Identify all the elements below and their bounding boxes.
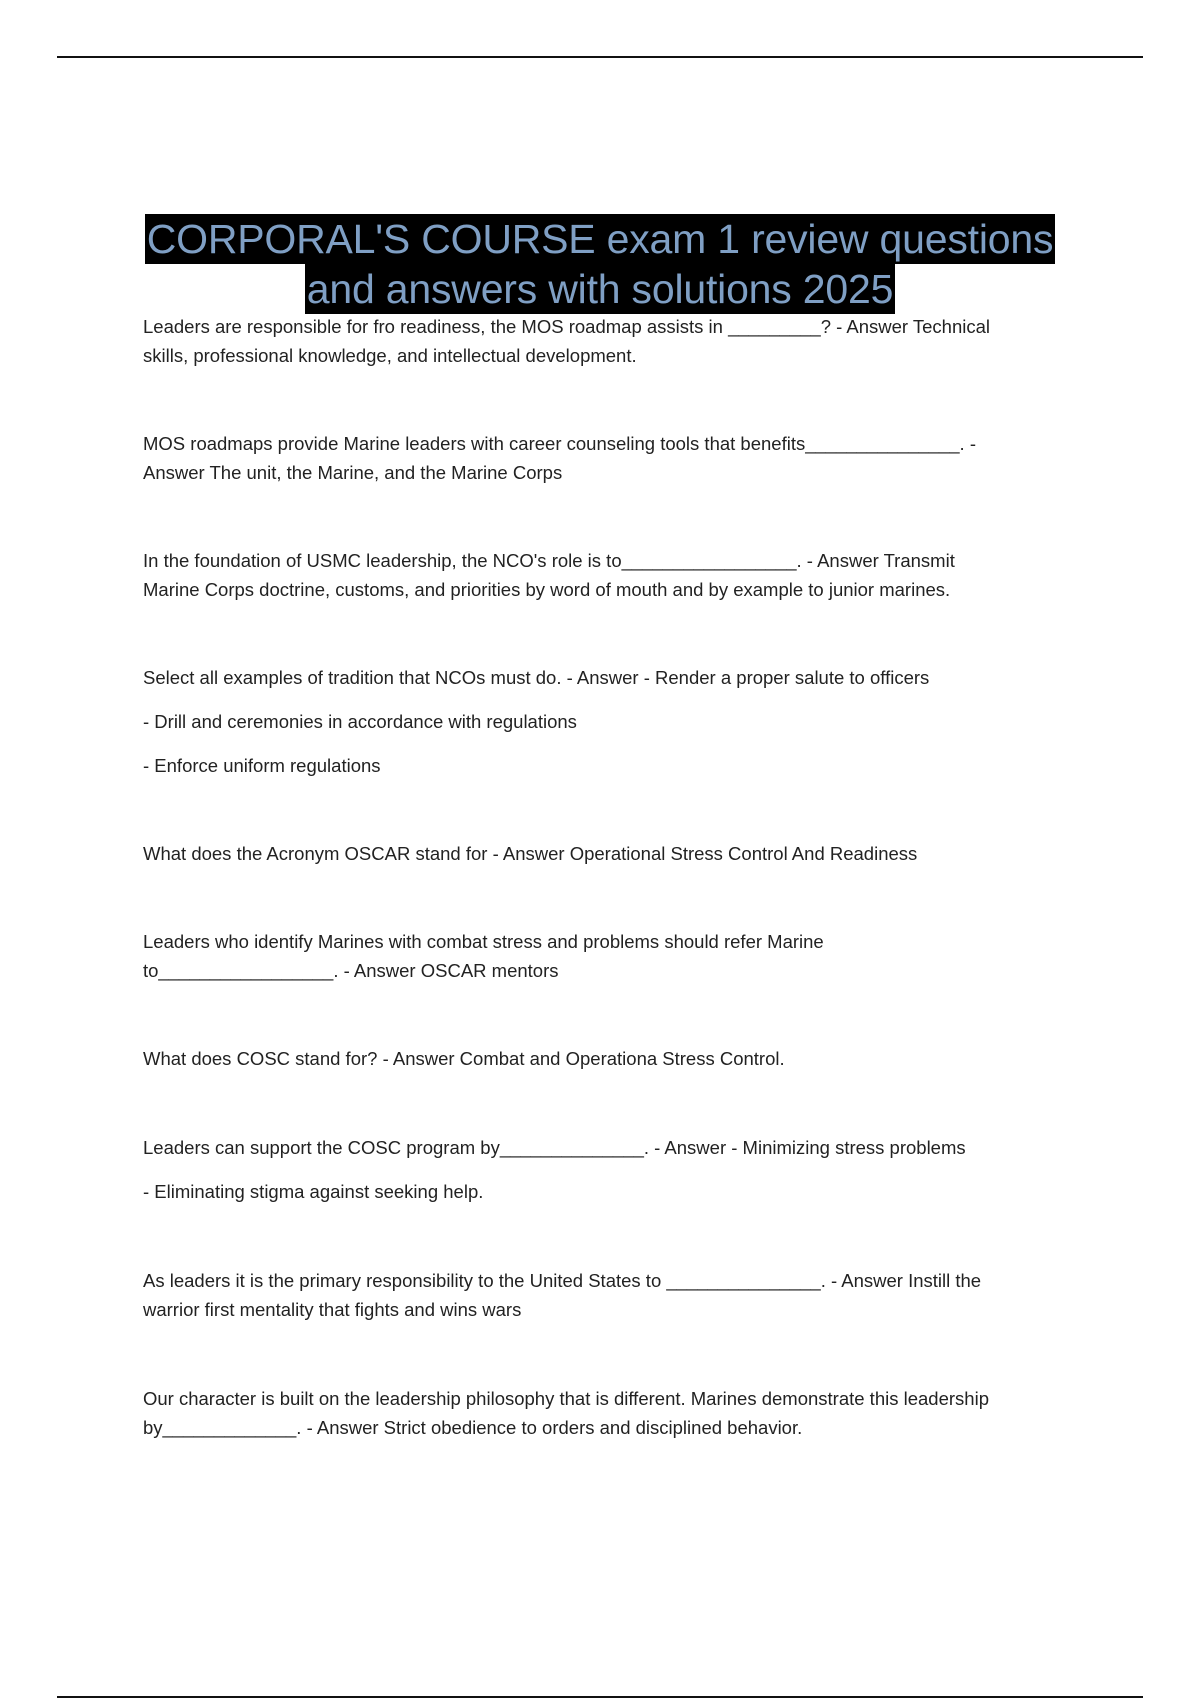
qa-line: warrior first mentality that fights and wins wars	[143, 1299, 522, 1320]
qa-line: MOS roadmaps provide Marine leaders with career counseling tools that benefits_______________. -	[143, 433, 976, 454]
title-line-1: CORPORAL'S COURSE exam 1 review questions	[146, 216, 1054, 262]
answer-bullet: - Eliminating stigma against seeking help.	[143, 1181, 484, 1202]
qa-line: What does the Acronym OSCAR stand for - Answer Operational Stress Control And Readiness	[143, 843, 918, 864]
qa-line: Answer The unit, the Marine, and the Marine Corps	[143, 462, 563, 483]
qa-item-1	[143, 312, 1083, 370]
document-title	[0, 214, 1200, 314]
qa-item-5	[143, 839, 1083, 868]
answer-bullet: - Enforce uniform regulations	[143, 755, 381, 776]
qa-line: by_____________. - Answer Strict obedience to orders and disciplined behavior.	[143, 1417, 803, 1438]
qa-bullet	[143, 707, 1083, 736]
qa-line: skills, professional knowledge, and intellectual development.	[143, 345, 637, 366]
answer-bullet: - Drill and ceremonies in accordance with regulations	[143, 711, 577, 732]
qa-line: As leaders it is the primary responsibility to the United States to _______________. - Answer Instill the	[143, 1270, 982, 1291]
qa-item-3	[143, 546, 1083, 604]
qa-item-4	[143, 663, 1083, 692]
qa-item-10	[143, 1384, 1083, 1442]
bottom-rule	[57, 1696, 1143, 1698]
qa-line: Select all examples of tradition that NCOs must do. - Answer - Render a proper salute to officers	[143, 667, 930, 688]
qa-item-7	[143, 1044, 1083, 1073]
qa-item-9	[143, 1266, 1083, 1324]
qa-item-6	[143, 927, 1083, 985]
qa-bullet	[143, 1177, 1083, 1206]
qa-line: Leaders who identify Marines with combat stress and problems should refer Marine	[143, 931, 824, 952]
qa-item-2	[143, 429, 1083, 487]
qa-line: to_________________. - Answer OSCAR mentors	[143, 960, 559, 981]
title-line-2: and answers with solutions 2025	[306, 266, 894, 312]
qa-line: Marine Corps doctrine, customs, and priorities by word of mouth and by example to junior marines.	[143, 579, 951, 600]
qa-line: What does COSC stand for? - Answer Combat and Operationa Stress Control.	[143, 1048, 785, 1069]
qa-line: Leaders can support the COSC program by______________. - Answer - Minimizing stress problems	[143, 1137, 966, 1158]
top-rule	[57, 56, 1143, 58]
qa-line: Leaders are responsible for fro readiness, the MOS roadmap assists in _________? - Answer Technical	[143, 316, 991, 337]
qa-line: In the foundation of USMC leadership, the NCO's role is to_________________. - Answer Transmit	[143, 550, 955, 571]
qa-line: Our character is built on the leadership philosophy that is different. Marines demonstrate this leadership	[143, 1388, 989, 1409]
qa-item-8	[143, 1133, 1083, 1162]
qa-bullet	[143, 751, 1083, 780]
